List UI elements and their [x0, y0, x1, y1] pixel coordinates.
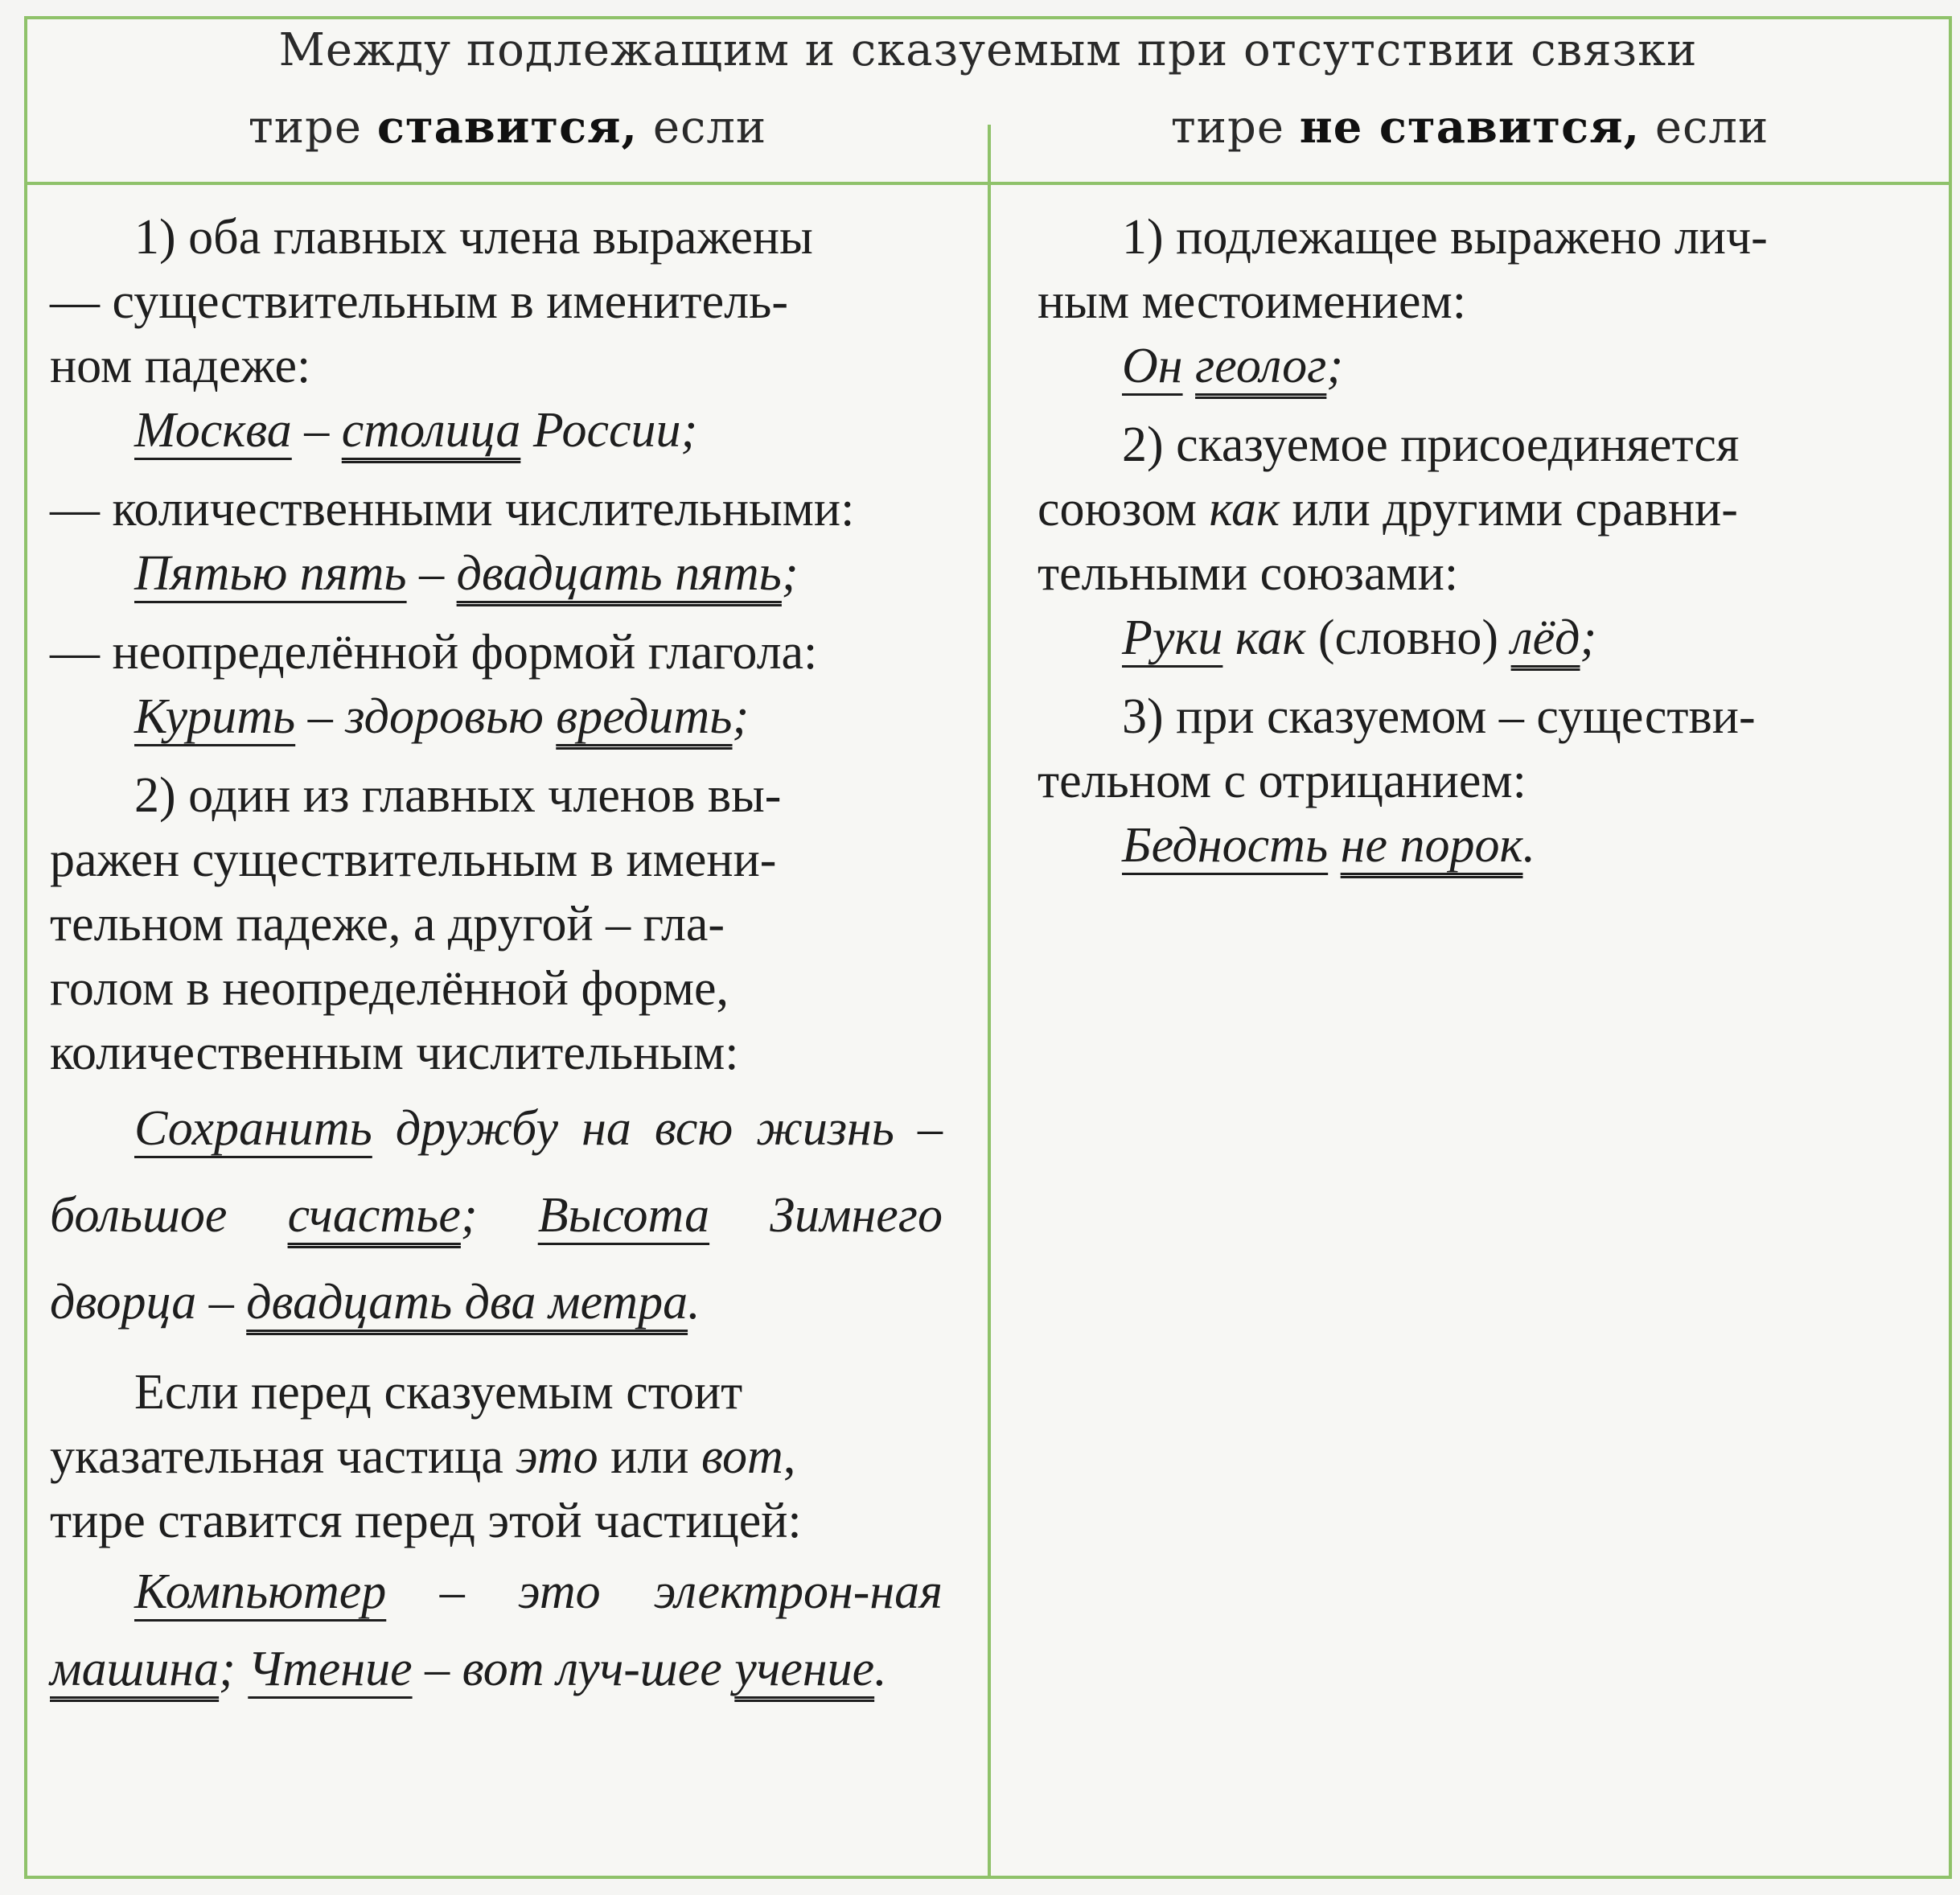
example: Руки как (словно) лёд;	[1122, 610, 1597, 665]
right-column	[1038, 205, 1934, 878]
rule-2-line: ражен существительным в имени-	[50, 832, 777, 887]
example: Москва – столица России;	[134, 403, 698, 458]
right-column-heading: тире не ставится, если	[1170, 101, 1769, 154]
rule-1-line: ным местоимением:	[1038, 274, 1466, 329]
rule-2-line: союзом как или другими сравни-	[1038, 482, 1738, 536]
left-column-heading: тире ставится, если	[248, 101, 767, 154]
example: Сохранить дружбу на всю жизнь – большое счастье; Высота Зимнего дворца – двадцать два метра.	[50, 1101, 943, 1330]
note-line: указательная частица это или вот,	[50, 1429, 796, 1484]
rule-1-line: — количественными числительными:	[50, 482, 855, 536]
rule-1-line: 1) подлежащее выражено лич-	[1122, 210, 1768, 265]
table-title: Между подлежащим и сказуемым при отсутствии связки	[278, 24, 1698, 76]
rule-3-line: тельном с отрицанием:	[1038, 754, 1526, 808]
rule-1-line: 1) оба главных члена выражены	[134, 210, 813, 265]
column-divider	[988, 125, 991, 1879]
rule-1-line: — существительным в именитель-	[50, 274, 789, 329]
example: Он геолог;	[1122, 339, 1344, 393]
example: Пятью пять – двадцать пять;	[134, 546, 799, 601]
example: Курить – здоровью вредить;	[134, 689, 750, 744]
rule-2-line: тельном падеже, а другой – гла-	[50, 897, 725, 952]
note-line: тире ставится перед этой частицей:	[50, 1494, 802, 1548]
rule-1-line: ном падеже:	[50, 339, 311, 393]
example: Компьютер – это электрон-ная машина; Чтение – вот луч-шее учение.	[50, 1564, 943, 1696]
rule-2-line: тельными союзами:	[1038, 546, 1459, 601]
rule-2-line: количественным числительным:	[50, 1026, 739, 1080]
rule-2-line: 2) сказуемое присоединяется	[1122, 417, 1740, 472]
example: Бедность не порок.	[1122, 818, 1535, 873]
rule-2-line: 2) один из главных членов вы-	[134, 768, 782, 823]
rule-3-line: 3) при сказуемом – существи-	[1122, 689, 1756, 744]
rule-1-line: — неопределённой формой глагола:	[50, 625, 818, 680]
left-column	[50, 205, 943, 1708]
rule-2-line: голом в неопределённой форме,	[50, 961, 729, 1016]
note-line: Если перед сказуемым стоит	[134, 1365, 743, 1420]
